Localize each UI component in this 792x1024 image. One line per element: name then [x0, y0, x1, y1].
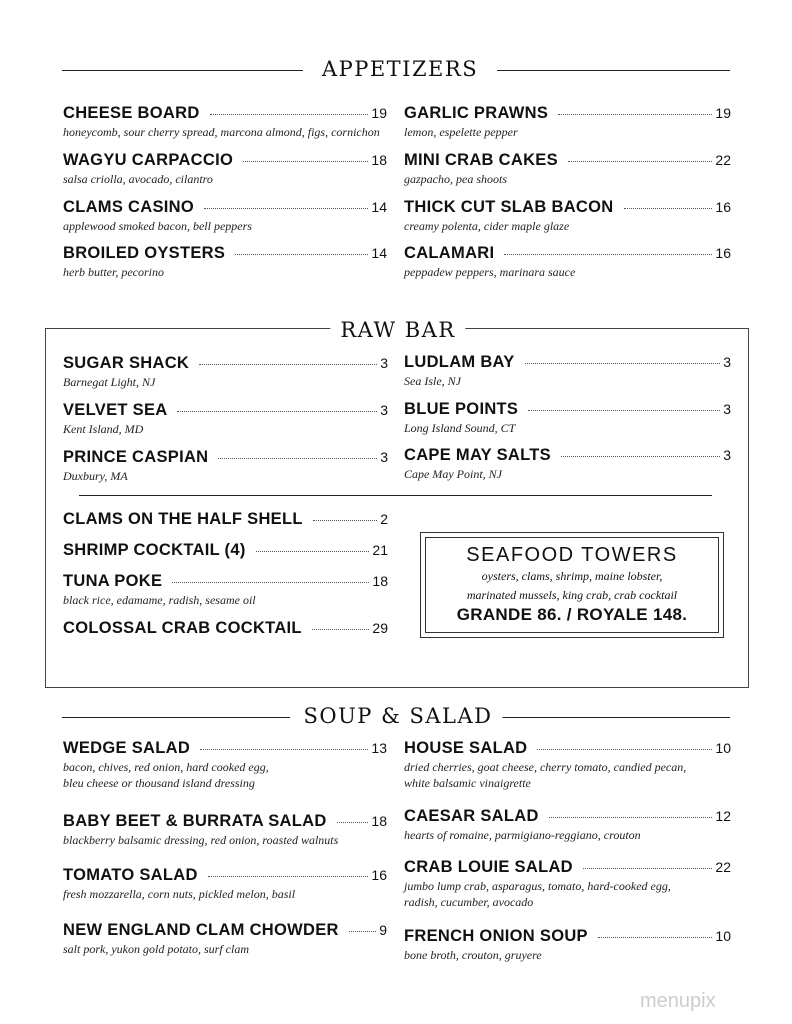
menu-item-description: fresh mozzarella, corn nuts, pickled melon, basil — [63, 887, 296, 901]
seafood-towers-desc: oysters, clams, shrimp, maine lobster, — [481, 569, 663, 583]
dot-leader — [243, 161, 368, 162]
menu-item-name: BROILED OYSTERS — [63, 244, 226, 262]
menu-item-description: peppadew peppers, marinara sauce — [404, 265, 576, 279]
menu-item — [404, 151, 731, 187]
menu-item-name: CAESAR SALAD — [404, 807, 539, 825]
menu-item-name: NEW ENGLAND CLAM CHOWDER — [63, 921, 339, 939]
menu-item-name: PRINCE CASPIAN — [63, 448, 209, 466]
menu-item-price: 3 — [723, 447, 731, 463]
menu-item — [63, 151, 387, 187]
seafood-towers-desc: marinated mussels, king crab, crab cocktail — [466, 588, 678, 602]
menu-item — [404, 400, 731, 436]
menu-item — [404, 446, 731, 482]
menu-item — [63, 866, 387, 902]
seafood-towers-price: GRANDE 86. / ROYALE 148. — [456, 605, 688, 624]
menu-item-name: GARLIC PRAWNS — [404, 104, 549, 122]
menu-item-name: SHRIMP COCKTAIL (4) — [63, 541, 246, 559]
menu-item-description: dried cherries, goat cheese, cherry tomato, candied pecan, — [404, 760, 687, 774]
menu-item-name: WAGYU CARPACCIO — [63, 151, 234, 169]
dot-leader — [528, 410, 720, 411]
menu-item-row — [63, 812, 387, 832]
menu-item-description: Duxbury, MA — [63, 469, 128, 483]
menu-item-row — [63, 198, 387, 218]
menu-item-name: CRAB LOUIE SALAD — [404, 858, 573, 876]
menu-item-price: 3 — [380, 449, 388, 465]
menu-item-description: Long Island Sound, CT — [404, 421, 516, 435]
menu-item-description: creamy polenta, cider maple glaze — [404, 219, 570, 233]
menu-item-description: honeycomb, sour cherry spread, marcona almond, figs, cornichon — [63, 125, 380, 139]
menu-item — [404, 858, 731, 910]
menu-item-price: 9 — [379, 922, 387, 938]
dot-leader — [349, 931, 376, 932]
menu-item-row — [404, 739, 731, 759]
menu-item-description: lemon, espelette pepper — [404, 125, 518, 139]
menu-item-row — [63, 510, 388, 530]
menu-item-row — [404, 446, 731, 466]
menu-item — [63, 198, 387, 234]
menu-item-price: 19 — [715, 105, 731, 121]
menu-item — [63, 812, 387, 848]
menu-item — [404, 198, 731, 234]
menu-item-name: MINI CRAB CAKES — [404, 151, 558, 169]
divider — [497, 70, 730, 71]
menu-item-name: CALAMARI — [404, 244, 495, 262]
menu-item-row — [404, 927, 731, 947]
menu-item-price: 16 — [715, 199, 731, 215]
menu-item-name: TUNA POKE — [63, 572, 163, 590]
menu-item — [63, 244, 387, 280]
menu-item-row — [63, 244, 387, 264]
menu-item-description: bacon, chives, red onion, hard cooked egg, — [63, 760, 269, 774]
menu-item-description: black rice, edamame, radish, sesame oil — [63, 593, 256, 607]
menu-item-description: salsa criolla, avocado, cilantro — [63, 172, 213, 186]
dot-leader — [624, 208, 713, 209]
seafood-towers-title: SEAFOOD TOWERS — [466, 544, 678, 566]
menu-item-price: 10 — [715, 928, 731, 944]
menu-item-name: CLAMS CASINO — [63, 198, 195, 216]
dot-leader — [177, 411, 377, 412]
dot-leader — [218, 458, 377, 459]
menu-item — [404, 739, 731, 791]
dot-leader — [561, 456, 720, 457]
menu-item-description: hearts of romaine, parmigiano-reggiano, crouton — [404, 828, 641, 842]
dot-leader — [558, 114, 712, 115]
seafood-towers-box — [420, 532, 724, 638]
menu-item-price: 3 — [723, 401, 731, 417]
dot-leader — [598, 937, 713, 938]
menu-item-description: Barnegat Light, NJ — [63, 375, 156, 389]
dot-leader — [200, 749, 368, 750]
menu-item-row — [404, 400, 731, 420]
menu-item — [63, 572, 388, 608]
menu-item-description: white balsamic vinaigrette — [404, 776, 531, 790]
menu-item-price: 3 — [723, 354, 731, 370]
menu-item-row — [63, 448, 388, 468]
menu-item-name: HOUSE SALAD — [404, 739, 528, 757]
menu-item-name: SUGAR SHACK — [63, 354, 190, 372]
menu-item-price: 18 — [372, 573, 388, 589]
menu-item-description: bleu cheese or thousand island dressing — [63, 776, 255, 790]
menu-item-price: 22 — [715, 152, 731, 168]
menu-item-description: radish, cucumber, avocado — [404, 895, 534, 909]
watermark: menupix — [640, 990, 716, 1012]
menu-item — [404, 807, 731, 843]
menu-item-price: 22 — [715, 859, 731, 875]
section-title-soup-salad: SOUP & SALAD — [294, 704, 503, 728]
menu-item-price: 21 — [372, 542, 388, 558]
menu-item-name: FRENCH ONION SOUP — [404, 927, 588, 945]
dot-leader — [568, 161, 713, 162]
menu-item-description: herb butter, pecorino — [63, 265, 164, 279]
menu-item-row — [63, 921, 387, 941]
menu-item-price: 18 — [371, 152, 387, 168]
section-title-raw-bar: RAW BAR — [330, 318, 465, 342]
menu-item-row — [63, 739, 387, 759]
dot-leader — [204, 208, 368, 209]
menu-item — [63, 619, 388, 639]
divider — [62, 717, 290, 718]
dot-leader — [208, 876, 369, 877]
dot-leader — [312, 629, 370, 630]
menu-item-row — [404, 104, 731, 124]
menu-item-row — [404, 244, 731, 264]
menu-item-price: 19 — [371, 105, 387, 121]
dot-leader — [525, 363, 721, 364]
menu-item-row — [63, 619, 388, 639]
menu-item-name: LUDLAM BAY — [404, 353, 515, 371]
menu-item — [63, 510, 388, 530]
menu-item — [63, 921, 387, 957]
dot-leader — [235, 254, 368, 255]
menu-item-price: 3 — [380, 402, 388, 418]
menu-item — [404, 353, 731, 389]
menu-item-description: applewood smoked bacon, bell peppers — [63, 219, 252, 233]
menu-item — [63, 401, 388, 437]
menu-item-name: CHEESE BOARD — [63, 104, 200, 122]
dot-leader — [583, 868, 713, 869]
menu-item-price: 13 — [371, 740, 387, 756]
menu-item — [63, 541, 388, 561]
dot-leader — [537, 749, 712, 750]
menu-item-price: 16 — [371, 867, 387, 883]
divider — [500, 717, 730, 718]
menu-item — [63, 354, 388, 390]
dot-leader — [199, 364, 377, 365]
dot-leader — [337, 822, 369, 823]
menu-item-row — [404, 353, 731, 373]
divider — [79, 495, 712, 496]
menu-item-description: gazpacho, pea shoots — [404, 172, 507, 186]
menu-item — [404, 927, 731, 963]
section-title-appetizers: APPETIZERS — [312, 57, 488, 81]
menu-item-price: 10 — [715, 740, 731, 756]
menu-item-row — [404, 198, 731, 218]
menu-item-price: 18 — [371, 813, 387, 829]
menu-item-row — [63, 151, 387, 171]
menu-item-row — [404, 151, 731, 171]
menu-item-row — [63, 354, 388, 374]
menu-item-price: 2 — [380, 511, 388, 527]
menu-item — [404, 104, 731, 140]
menu-item-description: bone broth, crouton, gruyere — [404, 948, 542, 962]
dot-leader — [172, 582, 369, 583]
menu-item-description: Sea Isle, NJ — [404, 374, 461, 388]
menu-item — [404, 244, 731, 280]
dot-leader — [549, 817, 713, 818]
menu-item-price: 12 — [715, 808, 731, 824]
dot-leader — [504, 254, 712, 255]
menu-item-row — [63, 541, 388, 561]
menu-item-price: 16 — [715, 245, 731, 261]
dot-leader — [210, 114, 369, 115]
menu-item-row — [63, 866, 387, 886]
menu-item-row — [63, 401, 388, 421]
menu-item-price: 29 — [372, 620, 388, 636]
menu-item-description: salt pork, yukon gold potato, surf clam — [63, 942, 249, 956]
menu-item-name: TOMATO SALAD — [63, 866, 198, 884]
menu-item-row — [404, 807, 731, 827]
menu-item-row — [63, 572, 388, 592]
menu-item — [63, 739, 387, 791]
menu-item-name: CLAMS ON THE HALF SHELL — [63, 510, 303, 528]
menu-item-name: CAPE MAY SALTS — [404, 446, 551, 464]
divider — [62, 70, 303, 71]
menu-item-row — [404, 858, 731, 878]
dot-leader — [256, 551, 370, 552]
menu-item-description: jumbo lump crab, asparagus, tomato, hard-cooked egg, — [404, 879, 671, 893]
menu-item — [63, 104, 387, 140]
menu-item-name: BABY BEET & BURRATA SALAD — [63, 812, 327, 830]
menu-item-price: 3 — [380, 355, 388, 371]
menu-item-name: VELVET SEA — [63, 401, 168, 419]
menu-item-name: COLOSSAL CRAB COCKTAIL — [63, 619, 302, 637]
menu-item-row — [63, 104, 387, 124]
menu-item-price: 14 — [371, 199, 387, 215]
menu-item — [63, 448, 388, 484]
menu-item-description: blackberry balsamic dressing, red onion, roasted walnuts — [63, 833, 339, 847]
menu-item-name: THICK CUT SLAB BACON — [404, 198, 614, 216]
dot-leader — [313, 520, 377, 521]
menu-item-name: WEDGE SALAD — [63, 739, 191, 757]
menu-item-price: 14 — [371, 245, 387, 261]
menu-item-description: Cape May Point, NJ — [404, 467, 502, 481]
menu-item-description: Kent Island, MD — [63, 422, 144, 436]
menu-item-name: BLUE POINTS — [404, 400, 519, 418]
